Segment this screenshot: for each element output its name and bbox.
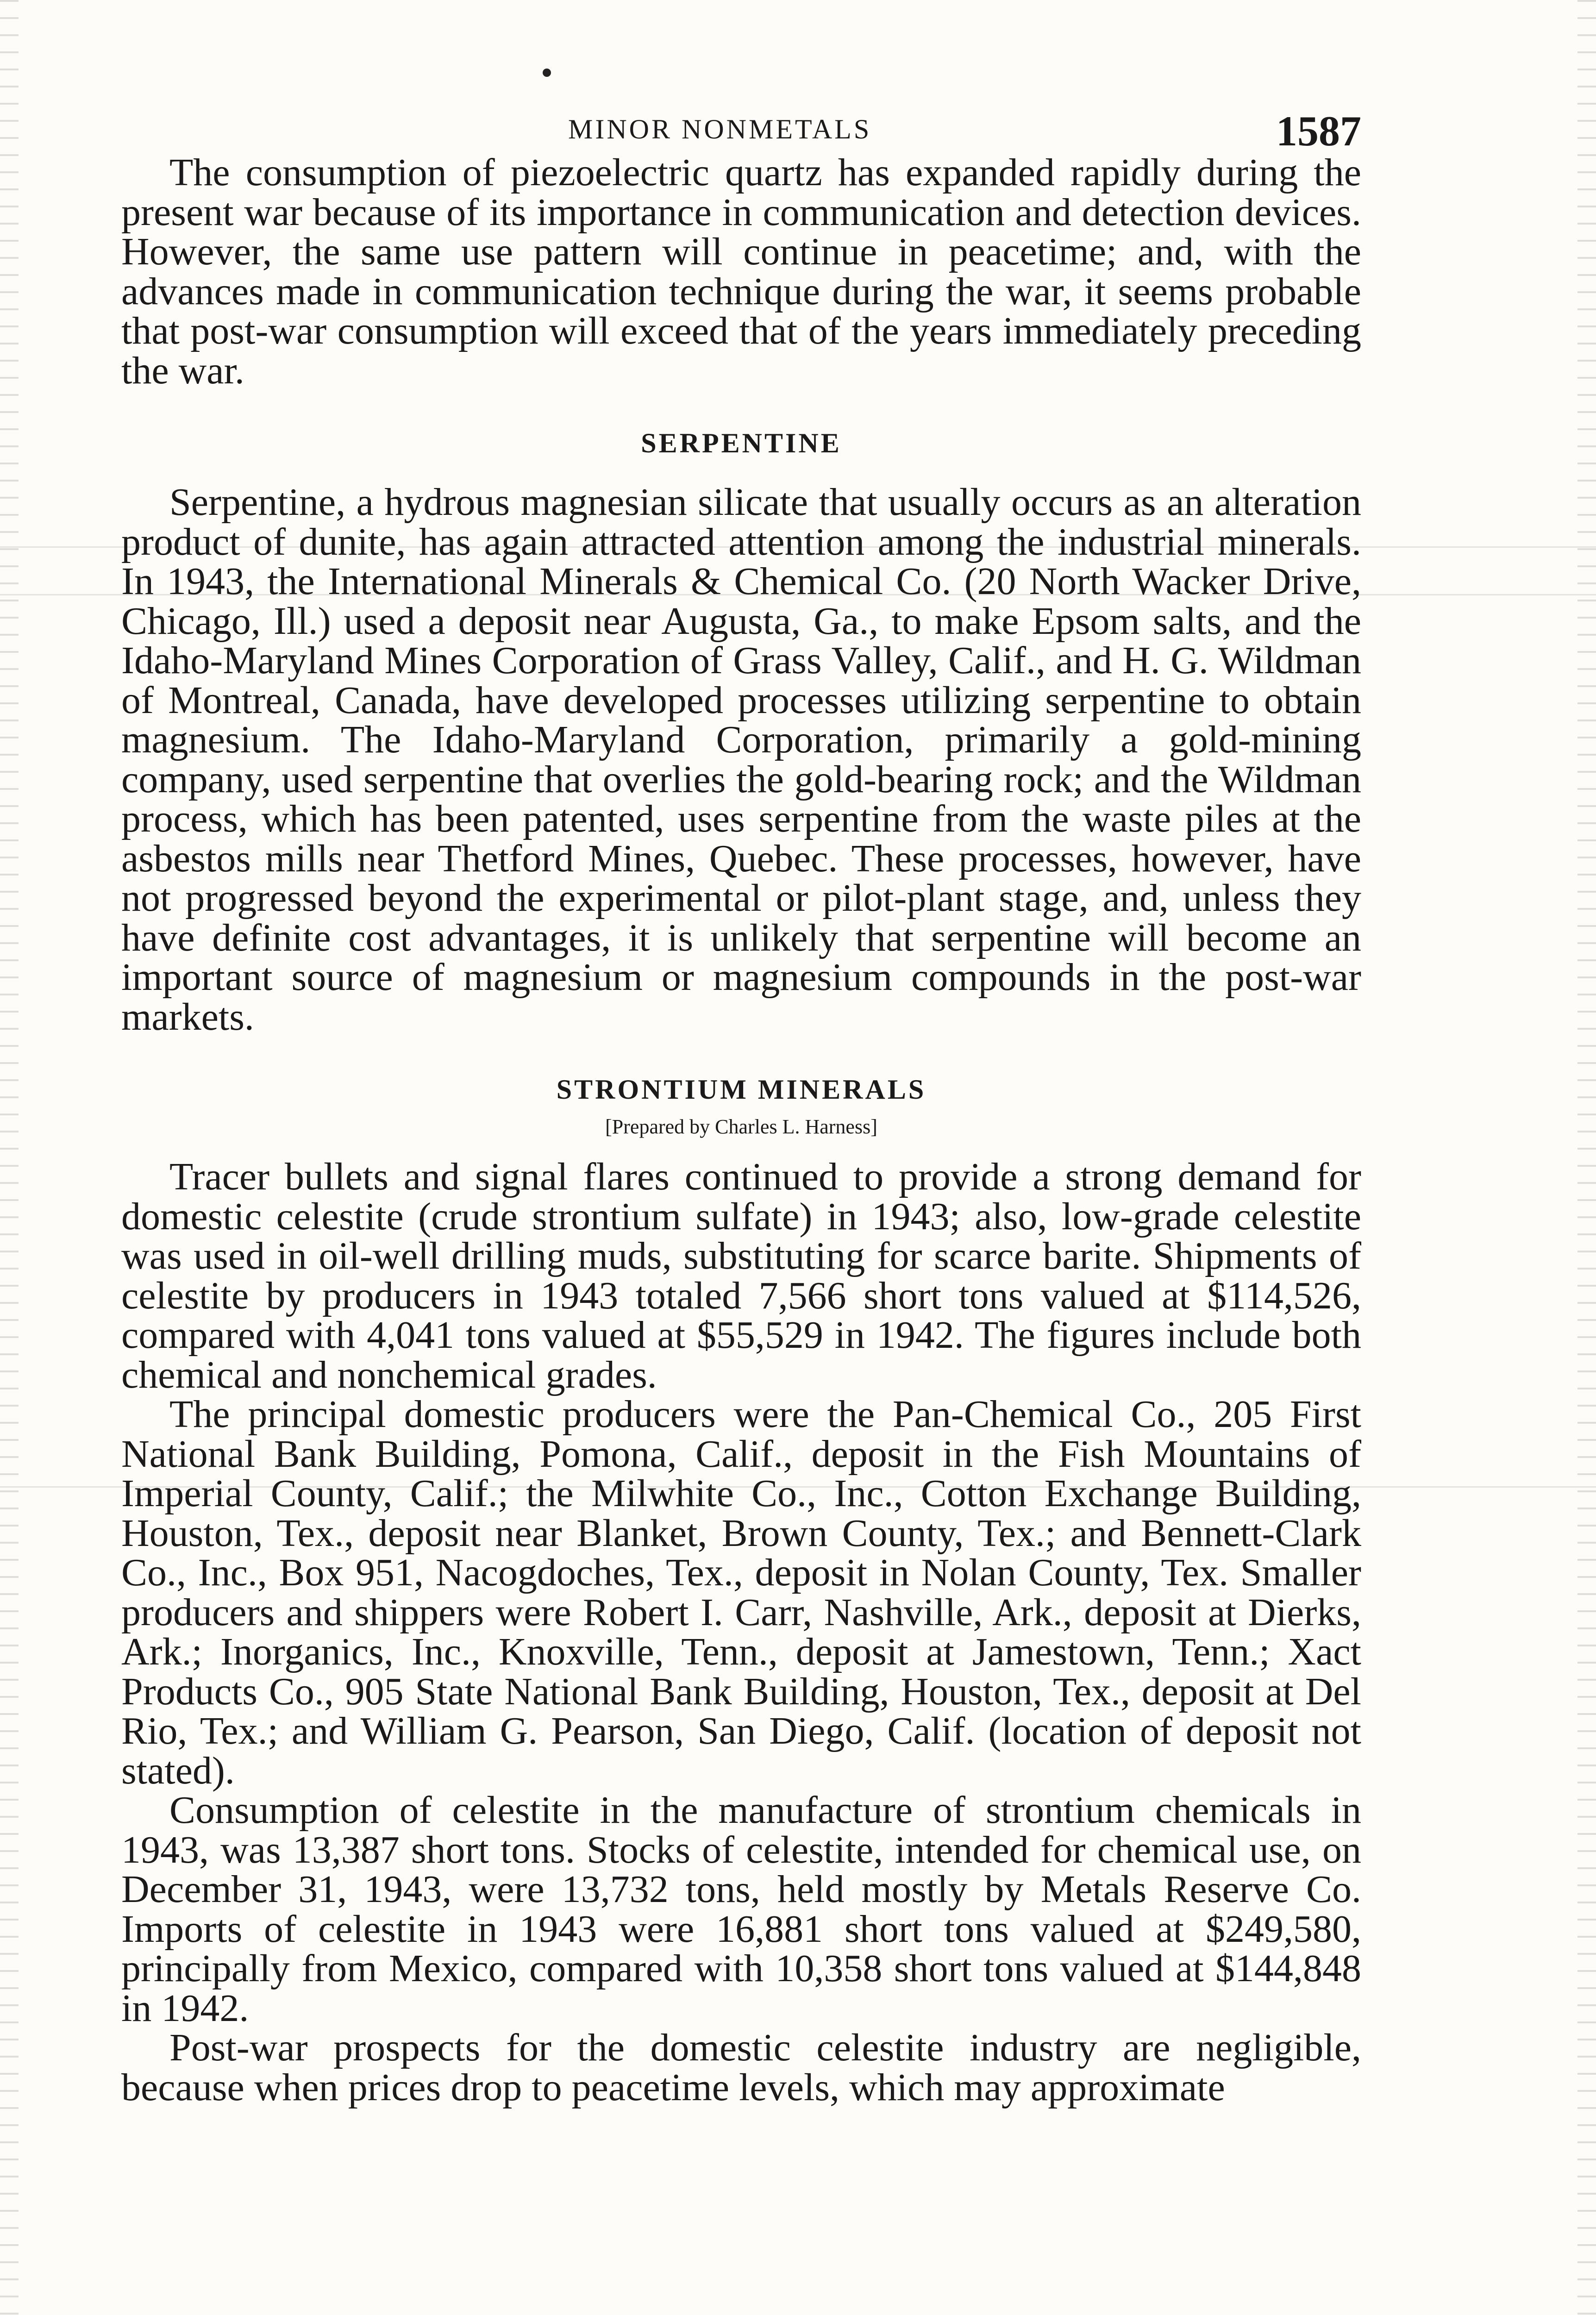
running-head: MINOR NONMETALS	[568, 114, 872, 144]
page-number: 1587	[1276, 107, 1361, 155]
page-header	[121, 69, 1361, 153]
right-edge-speckle	[1577, 0, 1596, 2315]
intro-section	[121, 153, 1361, 390]
section-title-strontium: STRONTIUM MINERALS	[556, 1074, 926, 1105]
section-title-serpentine: SERPENTINE	[641, 428, 842, 458]
strontium-paragraph: The principal domestic producers were the Pan-Chemical Co., 205 First National Bank Building, Pomona, Calif., deposit in the Fish Mountains of Imperial County, Calif.; the Milwhite Co., Inc., Cotton Exchange Building, Houston, Tex., deposit near Blanket, Brown County, Tex.; and Bennett-Clark Co., Inc., Box 951, Nacogdoches, Tex., deposit in Nolan County, Tex. Smaller producers and shippers were Robert I. Carr, Nashville, Ark., deposit at Dierks, Ark.; Inorganics, Inc., Knoxville, Tenn., deposit at Jamestown, Tenn.; Xact Products Co., 905 State National Bank Building, Houston, Tex., deposit at Del Rio, Tex.; and William G. Pearson, San Diego, Calif. (location of deposit not stated).	[121, 1393, 1361, 1792]
strontium-paragraph: Post-war prospects for the domestic celestite industry are negligible, because when prices drop to peacetime levels, which may approximate	[121, 2026, 1361, 2109]
byline: [Prepared by Charles L. Harness]	[605, 1115, 877, 1138]
serpentine-section	[121, 427, 1361, 1037]
strontium-paragraph: Tracer bullets and signal flares continued to provide a strong demand for domestic celestite (crude strontium sulfate) in 1943; also, low-grade celestite was used in oil-well drilling muds, substituting for scarce barite. Shipments of celestite by producers in 1943 totaled 7,566 short tons valued at $114,526, compared with 4,041 tons valued at $55,529 in 1942. The figures include both chemical and nonchemical grades.	[121, 1155, 1361, 1396]
serpentine-paragraph: Serpentine, a hydrous magnesian silicate that usually occurs as an alteration product of dunite, has again attracted attention among the industrial minerals. In 1943, the International Minerals & Chemical Co. (20 North Wacker Drive, Chicago, Ill.) used a deposit near Augusta, Ga., to make Epsom salts, and the Idaho-Maryland Mines Corporation of Grass Valley, Calif., and H. G. Wildman of Montreal, Canada, have developed processes utilizing serpentine to obtain magnesium. The Idaho-Maryland Corporation, primarily a gold-mining company, used serpentine that overlies the gold-bearing rock; and the Wildman process, which has been patented, uses serpentine from the waste piles at the asbestos mills near Thetford Mines, Quebec. These processes, however, have not progressed beyond the experimental or pilot-plant stage, and, unless they have definite cost advantages, it is unlikely that serpentine will become an important source of magnesium or magnesium compounds in the post-war markets.	[121, 481, 1361, 1039]
strontium-section	[121, 1074, 1361, 2107]
strontium-paragraph: Consumption of celestite in the manufacture of strontium chemicals in 1943, was 13,387 short tons. Stocks of celestite, intended for chemical use, on December 31, 1943, were 13,732 tons, held mostly by Metals Reserve Co. Imports of celestite in 1943 were 16,881 short tons valued at $249,580, principally from Mexico, compared with 10,358 short tons valued at $144,848 in 1942.	[121, 1789, 1361, 2030]
intro-paragraph: The consumption of piezoelectric quartz has expanded rapidly during the present war because of its importance in communication and detection devices. However, the same use pattern will continue in peacetime; and, with the advances made in communication technique during the war, it seems probable that post-war consumption will exceed that of the years immediately preceding the war.	[121, 151, 1361, 392]
left-edge-speckle	[0, 0, 19, 2315]
book-page	[121, 69, 1361, 2107]
